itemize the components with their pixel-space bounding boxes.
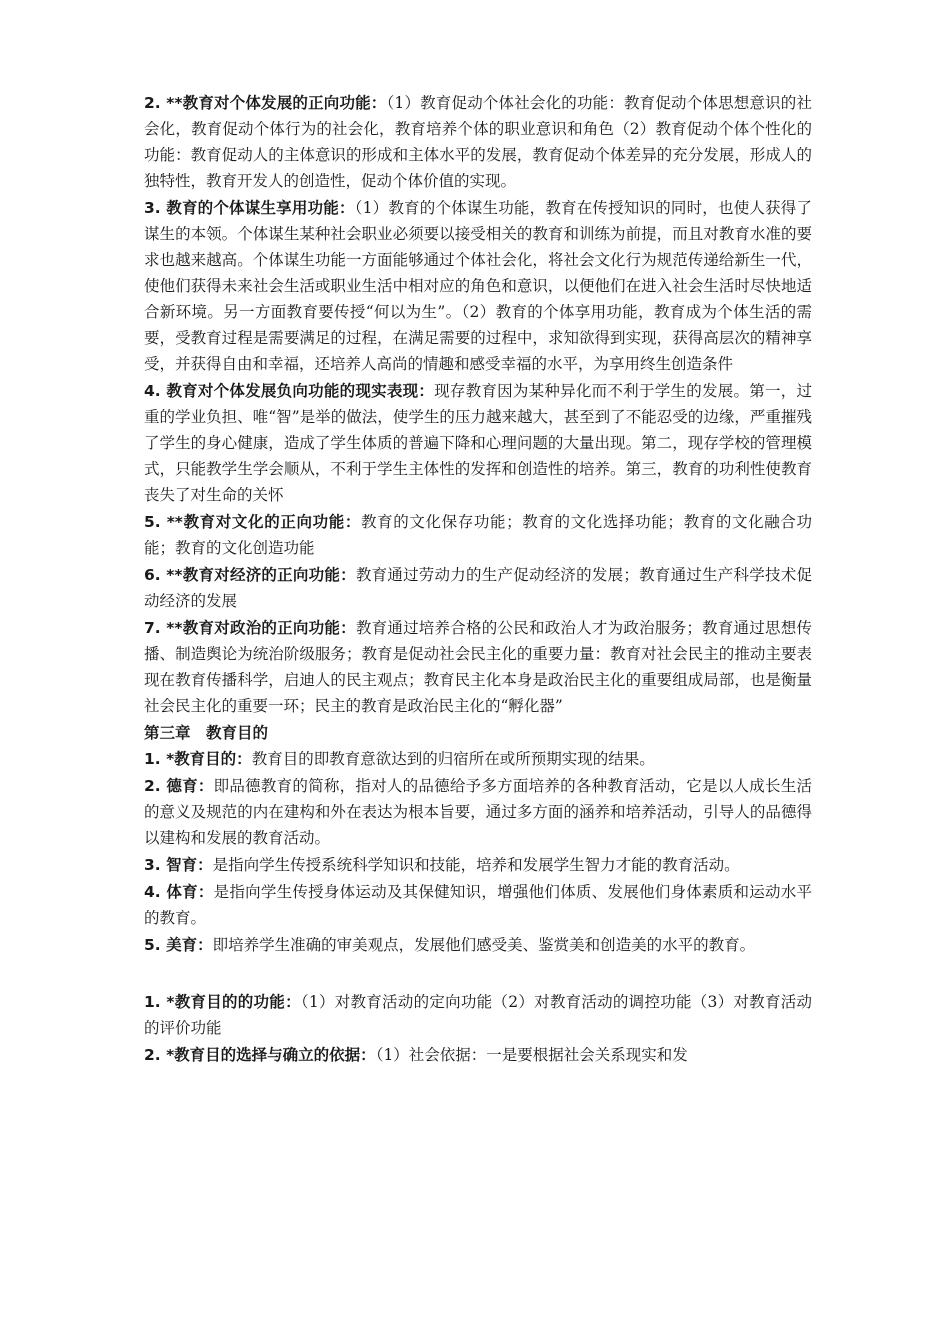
paragraph-livelihood-enjoyment-function xyxy=(144,195,812,377)
paragraph-aim-definition xyxy=(144,746,812,772)
paragraph-lead: 6. **教育对经济的正向功能： xyxy=(144,566,356,584)
paragraph-text: 教育的文化保存功能；教育的文化选择功能；教育的文化融合功能；教育的文化创造功能 xyxy=(144,513,812,557)
paragraph-text: 即培养学生准确的审美观点，发展他们感受美、鉴赏美和创造美的水平的教育。 xyxy=(212,936,756,954)
paragraph-lead: 5. 美育： xyxy=(144,936,213,954)
paragraph-politics-function xyxy=(144,615,812,719)
paragraph-culture-function xyxy=(144,509,812,561)
paragraph-negative-function xyxy=(144,378,812,508)
paragraph-lead: 2. *教育目的选择与确立的依据： xyxy=(144,1046,376,1064)
paragraph-text: 是指向学生传授系统科学知识和技能，培养和发展学生智力才能的教育活动。 xyxy=(212,856,740,874)
paragraph-moral-education xyxy=(144,773,812,851)
paragraph-lead: 1. *教育目的： xyxy=(144,750,252,768)
paragraph-lead: 5. **教育对文化的正向功能： xyxy=(144,513,361,531)
paragraph-economy-function xyxy=(144,562,812,614)
paragraph-lead: 3. 智育： xyxy=(144,856,213,874)
section-education-functions xyxy=(144,90,812,719)
section-aim-functions xyxy=(144,989,812,1068)
section-education-aims xyxy=(144,746,812,958)
paragraph-text: 即品德教育的简称，指对人的品德给予多方面培养的各种教育活动，它是以人成长生活的意义及规范的内在建构和外在表达为根本旨要，通过多方面的涵养和培养活动，引导人的品德得以建构和发展的教育活动。 xyxy=(144,777,812,847)
paragraph-lead: 2. 德育： xyxy=(144,777,214,795)
paragraph-lead: 4. 体育： xyxy=(144,883,214,901)
paragraph-individual-positive-function xyxy=(144,90,812,194)
paragraph-lead: 3. 教育的个体谋生享用功能： xyxy=(144,199,355,217)
paragraph-aesthetic-education xyxy=(144,932,812,958)
paragraph-text: （1）教育促动个体社会化的功能：教育促动个体思想意识的社会化，教育促动个体行为的社会化，教育培养个体的职业意识和角色（2）教育促动个体个性化的功能：教育促动人的主体意识的形成和主体水平的发展，教育促动个体差异的充分发展，形成人的独特性，教育开发人的创造性，促动个体价值的实现。 xyxy=(144,94,812,190)
paragraph-lead: 4. 教育对个体发展负向功能的现实表现： xyxy=(144,382,435,400)
paragraph-lead: 2. **教育对个体发展的正向功能： xyxy=(144,94,387,112)
paragraph-text: 现存教育因为某种异化而不利于学生的发展。第一，过重的学业负担、唯“智”是举的做法，使学生的压力越来越大，甚至到了不能忍受的边缘，严重摧残了学生的身心健康，造成了学生体质的普遍下降和心理问题的大量出现。第二，现存学校的管理模式，只能教学生学会顺从，不利于学生主体性的发挥和创造性的培养。第三，教育的功利性使教育丧失了对生命的关怀 xyxy=(144,382,812,504)
paragraph-text: 是指向学生传授身体运动及其保健知识，增强他们体质、发展他们身体素质和运动水平的教育。 xyxy=(144,883,812,927)
paragraph-text: （1）社会依据：一是要根据社会关系现实和发 xyxy=(375,1046,688,1064)
paragraph-lead: 7. **教育对政治的正向功能： xyxy=(144,619,356,637)
chapter-heading: 第三章 教育目的 xyxy=(144,724,269,742)
paragraph-text: 教育目的即教育意欲达到的归宿所在或所预期实现的结果。 xyxy=(251,750,655,768)
paragraph-aim-functions xyxy=(144,989,812,1041)
paragraph-text: 教育通过培养合格的公民和政治人才为政治服务；教育通过思想传播、制造舆论为统治阶级服务；教育是促动社会民主化的重要力量：教育对社会民主的推动主要表现在教育传播科学，启迪人的民主观点；教育民主化本身是政治民主化的重要组成局部，也是衡量社会民主化的重要一环；民主的教育是政治民主化的“孵化器” xyxy=(144,619,812,715)
paragraph-text: （1）教育的个体谋生功能，教育在传授知识的同时，也使人获得了谋生的本领。个体谋生某种社会职业必须要以接受相关的教育和训练为前提，而且对教育水准的要求也越来越高。个体谋生功能一方面能够通过个体社会化，将社会文化行为规范传递给新生一代，使他们获得未来社会生活或职业生活中相对应的角色和意识，以便他们在进入社会生活时尽快地适合新环境。另一方面教育要传授“何以为生”。（2）教育的个体享用功能，教育成为个体生活的需要，受教育过程是需要满足的过程，在满足需要的过程中，求知欲得到实现，获得高层次的精神享受，并获得自由和幸福，还培养人高尚的情趣和感受幸福的水平，为享用终生创造条件 xyxy=(144,199,812,373)
paragraph-aim-basis xyxy=(144,1042,812,1068)
paragraph-intellectual-education xyxy=(144,852,812,878)
document-page xyxy=(144,90,812,1069)
paragraph-physical-education xyxy=(144,879,812,931)
paragraph-text: （1）对教育活动的定向功能（2）对教育活动的调控功能（3）对教育活动的评价功能 xyxy=(144,993,812,1037)
section-gap xyxy=(144,959,812,989)
paragraph-text: 教育通过劳动力的生产促动经济的发展；教育通过生产科学技术促动经济的发展 xyxy=(144,566,812,610)
paragraph-lead: 1. *教育目的的功能： xyxy=(144,993,301,1011)
